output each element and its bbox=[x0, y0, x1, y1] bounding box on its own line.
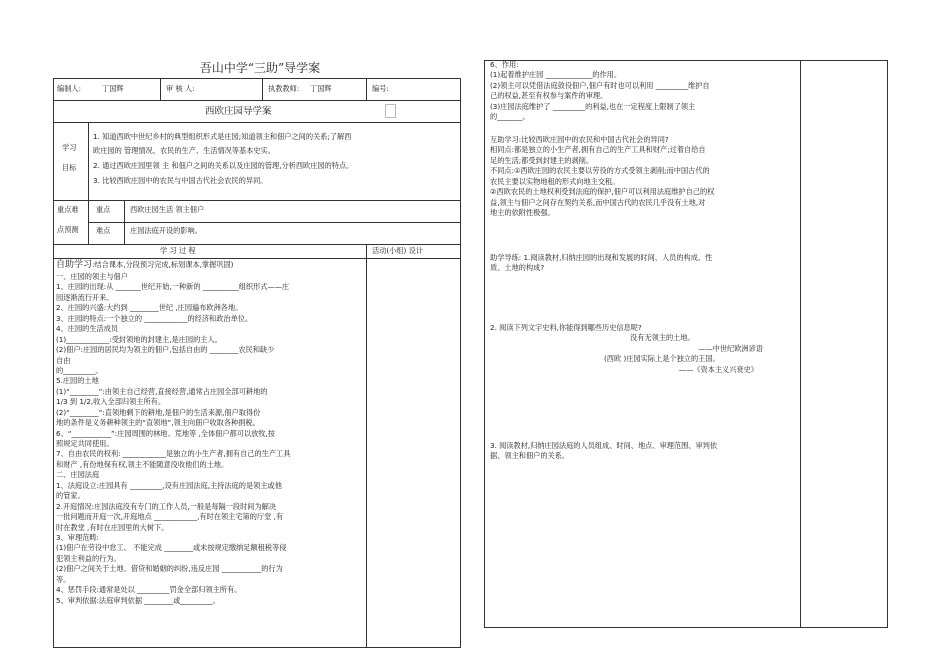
teacher-label: 执教教师: bbox=[268, 84, 300, 93]
editor-name: 丁国辉 bbox=[102, 84, 124, 93]
key-label: 重点 bbox=[96, 205, 111, 214]
self-study-line: 4、惩罚手段:通常是处以 _________罚金全部归领主所有。 bbox=[56, 585, 242, 595]
goal-line-4: 3. 比较西欧庄园中的农民与中国古代社会农民的异同。 bbox=[93, 176, 268, 185]
mutual-line: 地主的依附性极强。 bbox=[490, 208, 555, 218]
number-label: 编号: bbox=[372, 84, 389, 93]
function-line: 的_______。 bbox=[490, 112, 530, 122]
self-study-line: 2、庄园的兴盛:大约到 ________世纪 ,庄园遍布欧洲各地。 bbox=[56, 303, 243, 313]
self-study-line: 自由 bbox=[56, 355, 71, 365]
function-line: (2)领主可以凭借法庭敛役佃户,佃户有时也可以利用 _________维护自 bbox=[490, 80, 710, 90]
mutual-line: 农民主要以实物地租的形式向地主交租。 bbox=[490, 176, 620, 186]
page-title: 吾山中学“三助”导学案 bbox=[199, 61, 321, 75]
self-study-line: 时在教堂 ,有时在庄园里的大树下。 bbox=[56, 522, 169, 532]
self-study-line: 的_________。 bbox=[56, 365, 103, 375]
self-study-line: 地的条件是义务耕种领主的“直领地”,领主向佃户收取各种捐税。 bbox=[56, 418, 260, 428]
editor-label: 编制人: bbox=[57, 84, 81, 93]
teacher-name: 丁国辉 bbox=[310, 84, 332, 93]
activity-header: 活动(小组) 设计 bbox=[372, 246, 424, 255]
self-study-heading: 自助学习 bbox=[56, 260, 93, 270]
mutual-line: 互助学习:比较西欧庄园中的农民和中国古代社会的异同? bbox=[490, 135, 669, 144]
self-study-line: (1)佃户在劳役中怠工、 不能完成 ________或未按规定缴纳足额租税等侵 bbox=[56, 543, 287, 553]
self-study-line: (1)____________:受封领地的封建主,是庄园的主人。 bbox=[56, 334, 222, 344]
mutual-line: 益,领主与佃户之间存在契约关系,而中国古代的农民几乎没有土地,对 bbox=[490, 197, 706, 207]
goal-line-2: 欧庄园的 管理情况、农民的生产、生活情况等基本史实。 bbox=[93, 146, 275, 155]
q3-line-2: 据、领主和佃户的关系。 bbox=[490, 451, 570, 461]
self-study-line: 一批问题而开庭一次,开庭地点 ____________,有时在领主宅第的厅堂 ,有 bbox=[56, 512, 284, 522]
self-study-line: 和财产 ,有份地保有权,领主不能随意没收他们的土地。 bbox=[56, 459, 229, 469]
self-study-line: 的管家。 bbox=[56, 491, 85, 501]
help-guide-q3 bbox=[490, 441, 798, 462]
key-text: 西欧庄园生活 领主佃户 bbox=[130, 205, 205, 214]
q3-line-1: 3. 阅读教材,归纳庄园法庭的人员组成、时间、地点、审理范围、审判依 bbox=[490, 441, 718, 450]
self-study-line: 一、庄园的领主与佃户 bbox=[56, 272, 128, 282]
source-2: ——《资本主义兴衰史》 bbox=[678, 364, 758, 374]
goal-line-1: 1. 知道西欧中世纪乡村的典型组织形式是庄园;知道领主和佃户之间的关系;了解西 bbox=[93, 132, 352, 141]
mutual-line: 不同点:①西欧庄园的农民主要以劳役的方式受领主剥削;而中国古代的 bbox=[490, 166, 710, 176]
self-study-line: 1、法庭设立:庄园具有 _________,设有庄园法庭,主持法庭的是领主或他 bbox=[56, 480, 282, 490]
self-study-line: 4、庄园的生活成员 bbox=[56, 324, 119, 334]
mutual-line: 足的生活;都受到封建主的剥削。 bbox=[490, 155, 594, 165]
mutual-line: ②西欧农民的土地权利受到法庭的保护,佃户可以利用法庭维护自己的权 bbox=[490, 187, 715, 197]
self-study-line: 1、庄园的出现:从 _______世纪开始,一种新的 __________组织形式——庄 bbox=[56, 282, 290, 292]
self-study-line: 1/3 到 1/2,收入全部归领主所有。 bbox=[56, 397, 166, 407]
hard-text: 庄园法庭开设的影响。 bbox=[130, 226, 202, 235]
q2-text: 2. 阅读下列文字史料,你能得到哪些历史信息呢? bbox=[490, 323, 642, 332]
goals-label-2: 目标 bbox=[62, 163, 77, 172]
self-study-line: 7、自由农民的权利: ____________是独立的小生产者,拥有自己的生产工具 bbox=[56, 449, 291, 459]
function-line: 6、作用: bbox=[490, 60, 519, 69]
quote-1: 没有无领主的土地。 bbox=[630, 333, 695, 343]
self-study-note: :结合课本,分段预习完成,标划课本,掌握巩固) bbox=[92, 260, 234, 269]
mutual-study-section bbox=[490, 135, 798, 219]
self-study-line: 3、审理范畴: bbox=[56, 532, 99, 542]
function-section bbox=[490, 60, 798, 123]
function-line: (3)庄园法庭维护了 _________的利益,也在一定程度上限制了领主 bbox=[490, 101, 696, 111]
goals-label-1: 学习 bbox=[62, 143, 77, 152]
self-study-line: 5、审判依据:法庭审判依据 ________或_________。 bbox=[56, 595, 220, 605]
self-study-line: 2.开庭情况:庄园法庭没有专门的工作人员,一般是每隔一段时间为解决 bbox=[56, 501, 277, 511]
self-study-section bbox=[56, 259, 366, 606]
goal-line-3: 2. 通过西欧庄园里领 主 和佃户之间的关系以及庄园的管理,分析西欧庄园的特点。 bbox=[93, 161, 354, 170]
self-study-line: 照规定共同使用。 bbox=[56, 439, 114, 449]
help-guide-q2 bbox=[490, 323, 798, 375]
reviewer-label: 审 核 人: bbox=[166, 84, 195, 93]
mutual-line: 相同点:都是独立的小生产者,拥有自己的生产工具和财产;过着自给自 bbox=[490, 145, 706, 155]
self-study-line: 等。 bbox=[56, 574, 71, 584]
function-line: (1)起着维护庄园 _____________的作用。 bbox=[490, 70, 622, 80]
self-study-line: 6、“___________”:庄园周围的林地、荒地等 ,全体佃户都可以放牧,按 bbox=[56, 428, 275, 438]
self-study-line: (2)佃户之间关于土地、借贷和婚姻的纠纷,违反庄园 ___________的行为 bbox=[56, 564, 283, 574]
q1-line-1: 助学导练: 1.阅读教材,归纳庄园的出现和发展的时间、人员的构成、性 bbox=[490, 253, 713, 262]
source-1: ——中世纪欧洲谚语 bbox=[698, 343, 763, 353]
keypoints-label-2: 点预测 bbox=[57, 225, 79, 234]
lesson-title: 西欧庄园导学案 bbox=[205, 106, 272, 117]
self-study-line: 犯领主利益的行为。 bbox=[56, 553, 121, 563]
function-line: 己的权益,甚至有权参与案件的审理。 bbox=[490, 91, 608, 101]
q1-line-2: 质、土地的构成? bbox=[490, 263, 545, 273]
self-study-line: 5.庄园的土地 bbox=[56, 376, 99, 386]
self-study-line: (2)佃户:庄园的居民均为领主的佃户,包括自由的 ________农民和缺少 bbox=[56, 345, 275, 355]
self-study-line: (2)“________”:直领地剩下的耕地,是佃户的生活来源,佃户取得份 bbox=[56, 407, 261, 417]
process-header: 学 习 过 程 bbox=[160, 246, 196, 255]
hard-label: 难点 bbox=[96, 226, 111, 235]
blank-box bbox=[385, 104, 396, 118]
quote-2: (西欧 )庄园实际上是个独立的王国。 bbox=[604, 354, 720, 364]
self-study-line: (1)“________”:由领主自己经营,直接经营,通常占庄园全部可耕地的 bbox=[56, 386, 268, 396]
help-guide-q1 bbox=[490, 253, 798, 274]
keypoints-label-1: 重点难 bbox=[57, 205, 79, 214]
self-study-line: 二、庄园法庭 bbox=[56, 470, 100, 480]
self-study-line: 园逐渐流行开来。 bbox=[56, 292, 114, 302]
self-study-line: 3、庄园的特点:一个独立的 ____________的经济和政治单位。 bbox=[56, 313, 253, 323]
